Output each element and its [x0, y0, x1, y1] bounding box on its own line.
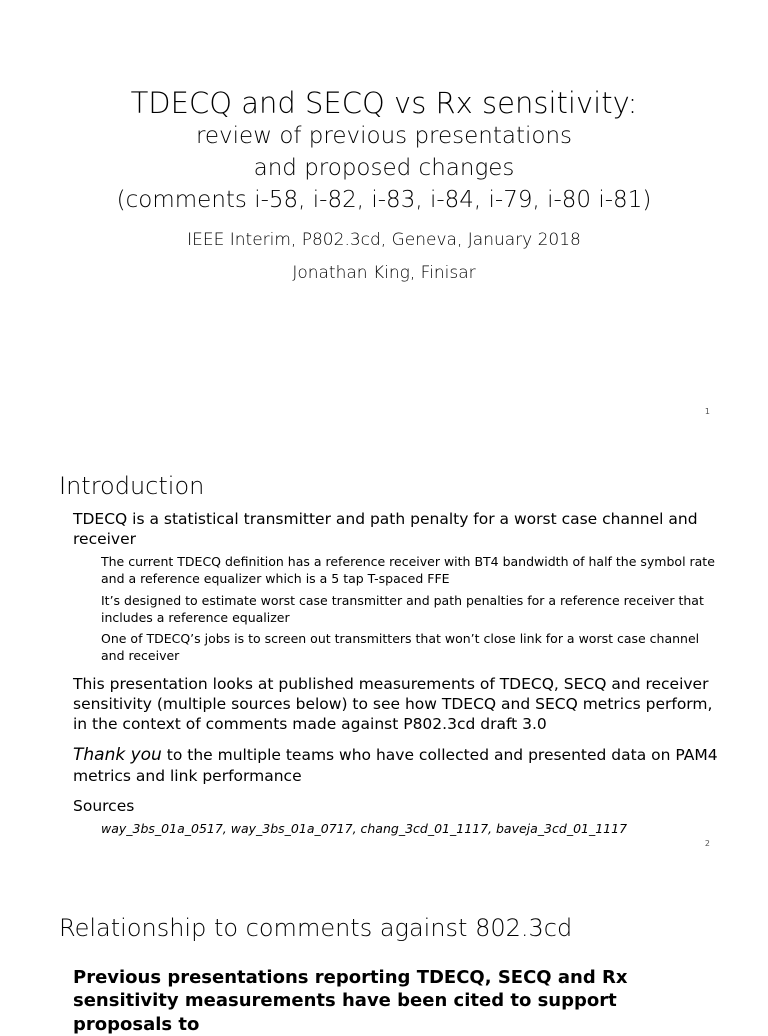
bullet-presentation: This presentation looks at published measurements of TDECQ, SECQ and receiver sensitivity (multiple sources below) to see how TDECQ and SECQ metrics perform, in the context of comments made against P802.3cd draft 3.0: [73, 675, 713, 734]
bullet-thanks: [73, 744, 723, 786]
sub-bullet: It’s designed to estimate worst case transmitter and path penalties for a reference receiver that includes a reference equalizer: [101, 593, 704, 626]
sub-bullet: One of TDECQ’s jobs is to screen out transmitters that won’t close link for a worst case channel and receiver: [101, 631, 700, 664]
sources-label: Sources: [73, 797, 135, 815]
thanks-rest: to the multiple teams who have collected and presented data on PAM4 metrics and link performance: [73, 746, 718, 786]
slide-subtitle-line-2: and proposed changes: [253, 155, 515, 181]
event-line: IEEE Interim, P802.3cd, Geneva, January 2018: [187, 230, 581, 250]
sub-bullet: The current TDECQ definition has a reference receiver with BT4 bandwidth of half the symbol rate and a reference equalizer which is a 5 tap T-spaced FFE: [101, 554, 715, 587]
slide-subtitle-line-3: (comments i-58, i-82, i-83, i-84, i-79, i-80 i-81): [116, 187, 652, 213]
sources-list: way_3bs_01a_0517, way_3bs_01a_0717, chang_3cd_01_1117, baveja_3cd_01_1117: [101, 821, 628, 836]
bullet-previous: Previous presentations reporting TDECQ, SECQ and Rx sensitivity measurements have been cited to support proposals to: [73, 967, 628, 1035]
slide-title: TDECQ and SECQ vs Rx sensitivity:: [130, 86, 638, 120]
slide-1: [0, 0, 768, 432]
thanks-lead: Thank you: [73, 745, 162, 765]
slide-subtitle-line-1: review of previous presentations: [195, 123, 573, 149]
bullet-intro: TDECQ is a statistical transmitter and path penalty for a worst case channel and receiver: [73, 510, 698, 549]
slide-2: [0, 432, 768, 862]
slide-heading: Introduction: [59, 472, 205, 500]
page-number: 1: [704, 407, 710, 416]
slide-3: [0, 862, 768, 1035]
page-number: 2: [704, 839, 710, 848]
slide-heading: Relationship to comments against 802.3cd: [59, 914, 573, 942]
author-line: Jonathan King, Finisar: [292, 263, 476, 283]
